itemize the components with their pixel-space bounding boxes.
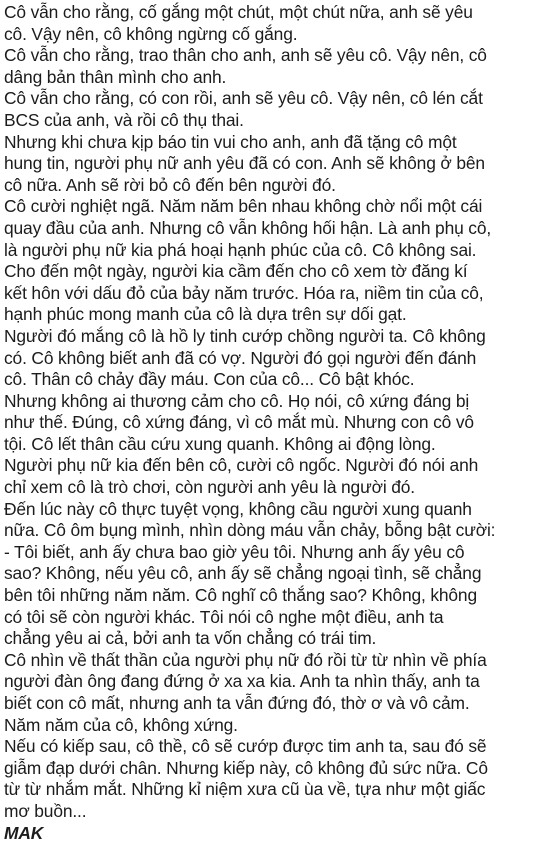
text-line-28: bên tôi những năm năm. Cô nghĩ cô thắng sao? Không, không bbox=[4, 585, 477, 606]
text-line-1: Cô vẫn cho rằng, cố gắng một chút, một chút nữa, anh sẽ yêu bbox=[4, 2, 473, 22]
text-line-13: Cho đến một ngày, người kia cầm đến cho cô xem tờ đăng kí bbox=[4, 261, 468, 282]
text-line-31: Cô nhìn về thất thần của người phụ nữ đó rồi từ từ nhìn về phía bbox=[4, 649, 487, 670]
text-line-25: nữa. Cô ôm bụng mình, nhìn dòng máu vẫn chảy, bỗng bật cười: bbox=[4, 520, 496, 541]
text-line-7: Nhưng khi chưa kịp báo tin vui cho anh, anh đã tặng cô một bbox=[4, 131, 457, 152]
text-line-26: - Tôi biết, anh ấy chưa bao giờ yêu tôi. Nhưng anh ấy yêu cô bbox=[4, 541, 465, 562]
text-line-24: Đến lúc này cô thực tuyệt vọng, không cầu người xung quanh bbox=[4, 498, 472, 519]
text-line-3: Cô vẫn cho rằng, trao thân cho anh, anh sẽ yêu cô. Vậy nên, cô bbox=[4, 45, 487, 66]
text-line-37: từ từ nhắm mắt. Những kỉ niệm xưa cũ ùa về, tựa như một giấc bbox=[4, 779, 486, 800]
text-line-4: dâng bản thân mình cho anh. bbox=[4, 66, 227, 87]
text-line-32: người đàn ông đang đứng ở xa xa kia. Anh ta nhìn thấy, anh ta bbox=[4, 671, 480, 692]
text-line-2: cô. Vậy nên, cô không ngừng cố gắng. bbox=[4, 23, 298, 44]
text-line-11: quay đầu của anh. Nhưng cô vẫn không hối hận. Là anh phụ cô, bbox=[4, 217, 492, 238]
text-line-12: là người phụ nữ kia phá hoại hạnh phúc của cô. Cô không sai. bbox=[4, 239, 477, 260]
text-line-15: hạnh phúc mong manh của cô là dựa trên sự dối gạt. bbox=[4, 304, 407, 325]
text-line-5: Cô vẫn cho rằng, có con rồi, anh sẽ yêu cô. Vậy nên, cô lén cắt bbox=[4, 88, 483, 109]
text-line-20: như thế. Đúng, cô xứng đáng, vì cô mắt mù. Nhưng con cô vô bbox=[4, 412, 474, 433]
text-line-9: cô nữa. Anh sẽ rời bỏ cô đến bên người đó. bbox=[4, 174, 336, 195]
text-line-33: biết con cô mất, nhưng anh ta vẫn đứng đó, thờ ơ và vô cảm. bbox=[4, 693, 470, 713]
text-line-27: sao? Không, nếu yêu cô, anh ấy sẽ chẳng ngoại tình, sẽ chẳng bbox=[4, 563, 482, 584]
text-line-23: chỉ xem cô là trò chơi, còn người anh yêu là người đó. bbox=[4, 477, 415, 498]
text-line-22: Người phụ nữ kia đến bên cô, cười cô ngốc. Người đó nói anh bbox=[4, 455, 479, 476]
text-line-36: giẫm đạp dưới chân. Nhưng kiếp này, cô không đủ sức nữa. Cô bbox=[4, 757, 488, 778]
text-line-17: có. Cô không biết anh đã có vợ. Người đó gọi người đến đánh bbox=[4, 347, 477, 368]
text-line-19: Nhưng không ai thương cảm cho cô. Họ nói, cô xứng đáng bị bbox=[4, 390, 470, 411]
text-line-18: cô. Thân cô chảy đầy máu. Con của cô... Cô bật khóc. bbox=[4, 369, 415, 390]
text-line-30: chẳng yêu ai cả, bởi anh ta vốn chẳng có trái tim. bbox=[4, 628, 377, 649]
text-line-29: có tôi sẽ còn người khác. Tôi nói cô nghe một điều, anh ta bbox=[4, 606, 444, 627]
text-line-6: BCS của anh, và rồi cô thụ thai. bbox=[4, 109, 244, 130]
text-line-16: Người đó mắng cô là hồ ly tinh cướp chồng người ta. Cô không bbox=[4, 325, 486, 346]
text-line-38: mơ buồn... bbox=[4, 800, 87, 821]
story-text bbox=[4, 2, 538, 844]
text-line-34: Năm năm của cô, không xứng. bbox=[4, 714, 238, 735]
text-line-14: kết hôn với dấu đỏ của bảy năm trước. Hóa ra, niềm tin của cô, bbox=[4, 282, 484, 303]
text-line-8: hung tin, người phụ nữ anh yêu đã có con. Anh sẽ không ở bên bbox=[4, 153, 485, 174]
text-line-21: tội. Cô lết thân cầu cứu xung quanh. Không ai động lòng. bbox=[4, 433, 436, 454]
text-line-10: Cô cười nghiệt ngã. Năm năm bên nhau không chờ nổi một cái bbox=[4, 196, 483, 217]
text-line-35: Nếu có kiếp sau, cô thề, cô sẽ cướp được tim anh ta, sau đó sẽ bbox=[4, 736, 487, 757]
author-signature: MAK bbox=[4, 822, 44, 843]
